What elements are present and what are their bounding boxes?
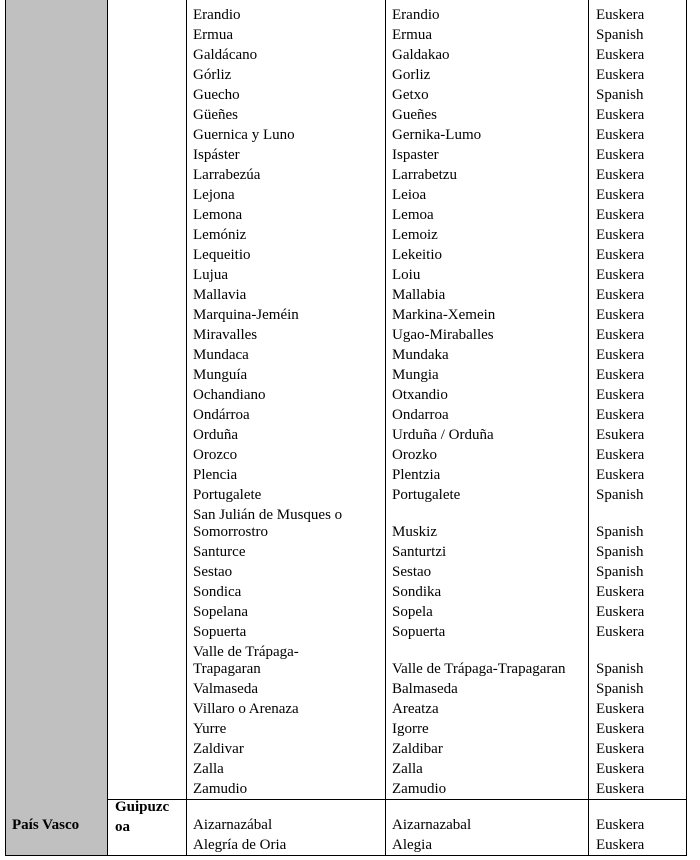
spanish-name-cell: Plencia (193, 467, 238, 483)
language-cell: Euskera (596, 287, 645, 303)
language-cell: Euskera (596, 584, 645, 600)
local-name-cell: Santurtzi (392, 544, 447, 560)
spanish-name-cell: Alegría de Oria (193, 837, 287, 853)
spanish-name-cell: Aizarnazábal (193, 817, 273, 833)
table-divider-spanish-name (385, 0, 386, 856)
table-border-right (686, 0, 687, 856)
spanish-name-cell: Munguía (193, 367, 248, 383)
spanish-name-cell: Mallavia (193, 287, 247, 303)
language-cell: Euskera (596, 327, 645, 343)
local-name-cell: Ermua (392, 27, 432, 43)
province-label-line1: Guipuzc (115, 799, 170, 815)
spanish-name-cell: Lemona (193, 207, 243, 223)
local-name-cell: Ondarroa (392, 407, 449, 423)
local-name-cell: Areatza (392, 701, 439, 717)
language-cell: Euskera (596, 167, 645, 183)
spanish-name-cell: Zamudio (193, 781, 248, 797)
language-cell: Euskera (596, 67, 645, 83)
local-name-cell: Sopela (392, 604, 433, 620)
language-cell: Euskera (596, 307, 645, 323)
language-cell: Euskera (596, 741, 645, 757)
local-name-cell: Zaldibar (392, 741, 443, 757)
spanish-name-cell: Valmaseda (193, 681, 258, 697)
language-cell: Spanish (596, 681, 644, 697)
local-name-cell: Balmaseda (392, 681, 458, 697)
local-name-cell: Aizarnazabal (392, 817, 472, 833)
spanish-name-cell: Ermua (193, 27, 233, 43)
language-cell: Euskera (596, 367, 645, 383)
table-border-left (5, 0, 6, 856)
local-name-cell: Urduña / Orduña (392, 427, 494, 443)
spanish-name-cell: Lejona (193, 187, 235, 203)
spanish-name-cell: Erandio (193, 7, 241, 23)
language-cell: Euskera (596, 187, 645, 203)
spanish-name-cell: Yurre (193, 721, 227, 737)
language-cell: Euskera (596, 7, 645, 23)
language-cell: Euskera (596, 247, 645, 263)
language-cell: Euskera (596, 407, 645, 423)
language-cell: Euskera (596, 781, 645, 797)
local-name-cell: Gueñes (392, 107, 437, 123)
local-name-cell: Mungia (392, 367, 439, 383)
language-cell: Euskera (596, 604, 645, 620)
province-label-line2: oa (115, 819, 130, 835)
local-name-cell: Igorre (392, 721, 429, 737)
spanish-name-cell: Orozco (193, 447, 238, 463)
spanish-name-cell: Villaro o Arenaza (193, 701, 299, 717)
local-name-cell: Sestao (392, 564, 432, 580)
spanish-name-cell-cont: Somorrostro (193, 524, 268, 540)
language-cell: Euskera (596, 624, 645, 640)
language-cell: Spanish (596, 564, 644, 580)
local-name-cell: Markina-Xemein (392, 307, 496, 323)
region-label: País Vasco (12, 817, 80, 833)
spanish-name-cell: Miravalles (193, 327, 258, 343)
local-name-cell: Getxo (392, 87, 429, 103)
language-cell: Euskera (596, 447, 645, 463)
language-cell: Spanish (596, 87, 644, 103)
local-name-cell: Galdakao (392, 47, 450, 63)
spanish-name-cell: Guernica y Luno (193, 127, 295, 143)
table-divider-region (107, 0, 108, 856)
local-name-cell: Sopuerta (392, 624, 446, 640)
spanish-name-cell: Lujua (193, 267, 228, 283)
language-cell: Esukera (596, 427, 645, 443)
language-cell: Euskera (596, 147, 645, 163)
language-cell: Spanish (596, 544, 644, 560)
language-cell: Euskera (596, 207, 645, 223)
spanish-name-cell: Galdácano (193, 47, 258, 63)
local-name-cell: Otxandio (392, 387, 448, 403)
table-divider-local-name (588, 0, 589, 856)
local-name-cell: Alegia (392, 837, 432, 853)
language-cell: Euskera (596, 47, 645, 63)
language-cell: Euskera (596, 701, 645, 717)
local-name-cell: Mundaka (392, 347, 449, 363)
local-name-cell: Ugao-Miraballes (392, 327, 494, 343)
spanish-name-cell: Ondárroa (193, 407, 250, 423)
local-name-cell: Loiu (392, 267, 421, 283)
spanish-name-cell: Lemóniz (193, 227, 247, 243)
spanish-name-cell: Zalla (193, 761, 224, 777)
local-name-cell: Lemoiz (392, 227, 438, 243)
table-divider-province (186, 0, 187, 856)
spanish-name-cell: Sopelana (193, 604, 248, 620)
local-name-cell: Plentzia (392, 467, 441, 483)
language-cell: Euskera (596, 837, 645, 853)
language-cell: Euskera (596, 467, 645, 483)
table-border-bottom (5, 855, 687, 856)
language-cell: Euskera (596, 761, 645, 777)
spanish-name-cell: Guecho (193, 87, 240, 103)
spanish-name-cell: Marquina-Jeméin (193, 307, 299, 323)
spanish-name-cell: Portugalete (193, 487, 262, 503)
local-name-cell: Portugalete (392, 487, 461, 503)
local-name-cell: Mallabia (392, 287, 446, 303)
local-name-cell: Sondika (392, 584, 442, 600)
local-name-cell: Lekeitio (392, 247, 442, 263)
spanish-name-cell: Larrabezúa (193, 167, 261, 183)
province-separator-line (107, 799, 687, 800)
language-cell: Spanish (596, 27, 644, 43)
language-cell: Euskera (596, 721, 645, 737)
local-name-cell: Orozko (392, 447, 437, 463)
local-name-cell: Gorliz (392, 67, 431, 83)
spanish-name-cell: Lequeitio (193, 247, 251, 263)
spanish-name-cell: Sopuerta (193, 624, 247, 640)
spanish-name-cell: Valle de Trápaga- (193, 644, 299, 660)
local-name-cell: Lemoa (392, 207, 434, 223)
spanish-name-cell: Sondica (193, 584, 242, 600)
language-cell: Euskera (596, 227, 645, 243)
language-cell: Spanish (596, 524, 644, 540)
local-name-cell: Valle de Trápaga-Trapagaran (392, 661, 566, 677)
language-cell: Euskera (596, 127, 645, 143)
spanish-name-cell: Ispáster (193, 147, 240, 163)
spanish-name-cell: Zaldivar (193, 741, 244, 757)
local-name-cell: Muskiz (392, 524, 437, 540)
local-name-cell: Zamudio (392, 781, 447, 797)
region-column-shading (6, 0, 107, 856)
local-name-cell: Gernika-Lumo (392, 127, 482, 143)
language-cell: Euskera (596, 347, 645, 363)
language-cell: Spanish (596, 487, 644, 503)
spanish-name-cell: San Julián de Musques o (193, 507, 343, 523)
language-cell: Euskera (596, 267, 645, 283)
spanish-name-cell: Mundaca (193, 347, 249, 363)
spanish-name-cell-cont: Trapagaran (193, 661, 261, 677)
language-cell: Euskera (596, 107, 645, 123)
local-name-cell: Ispaster (392, 147, 439, 163)
local-name-cell: Leioa (392, 187, 427, 203)
spanish-name-cell: Orduña (193, 427, 238, 443)
language-cell: Spanish (596, 661, 644, 677)
local-name-cell: Larrabetzu (392, 167, 457, 183)
local-name-cell: Zalla (392, 761, 423, 777)
spanish-name-cell: Górliz (193, 67, 232, 83)
language-cell: Euskera (596, 817, 645, 833)
spanish-name-cell: Sestao (193, 564, 233, 580)
spanish-name-cell: Ochandiano (193, 387, 266, 403)
language-cell: Euskera (596, 387, 645, 403)
spanish-name-cell: Güeñes (193, 107, 238, 123)
spanish-name-cell: Santurce (193, 544, 246, 560)
local-name-cell: Erandio (392, 7, 440, 23)
